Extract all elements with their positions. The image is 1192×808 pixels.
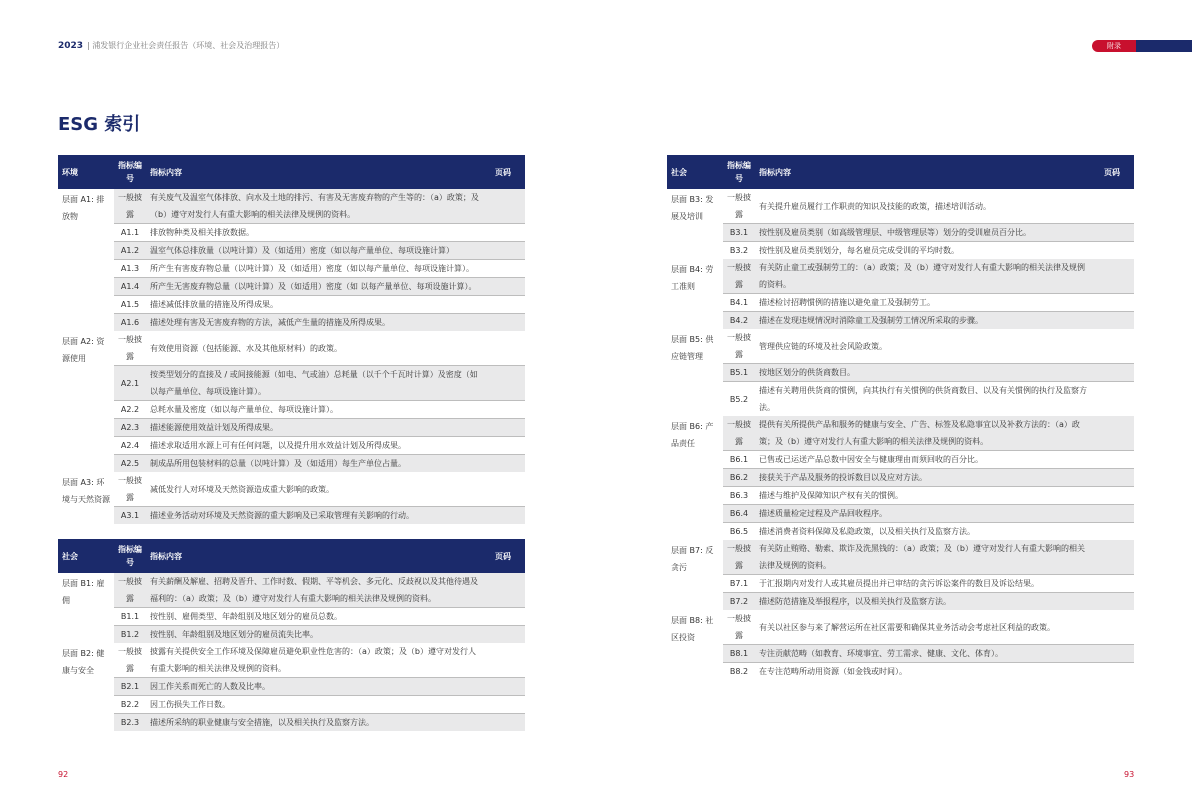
indicator-code: B4.2 xyxy=(723,312,755,330)
indicator-content: 已售或已运送产品总数中因安全与健康理由而须回收的百分比。 xyxy=(755,451,1092,469)
column-header-code: 指标编号 xyxy=(723,155,755,189)
column-header-area: 环境 xyxy=(58,155,114,189)
aspect-label: 层面 B4: 劳工准则 xyxy=(671,265,714,291)
page-title: ESG 索引 xyxy=(58,114,141,135)
indicator-code: A1.4 xyxy=(114,278,146,296)
page-ref xyxy=(483,401,525,419)
page-ref xyxy=(1092,469,1134,487)
table-row xyxy=(58,189,525,224)
page-ref xyxy=(483,472,525,507)
table-row xyxy=(667,593,1134,611)
page-ref xyxy=(1092,382,1134,417)
indicator-content: 在专注范畴所动用资源（如金钱或时间）。 xyxy=(755,663,1092,681)
indicator-code: A1.2 xyxy=(114,242,146,260)
page-ref xyxy=(483,314,525,332)
indicator-code: B3.2 xyxy=(723,242,755,260)
indicator-content: 按性别及雇员类别划分，每名雇员完成受训的平均时数。 xyxy=(755,242,1092,260)
column-header-area: 社会 xyxy=(58,539,114,573)
page-ref xyxy=(1092,189,1134,224)
column-header-page: 页码 xyxy=(483,155,525,189)
page-ref xyxy=(1092,610,1134,645)
indicator-code: A2.2 xyxy=(114,401,146,419)
page-ref xyxy=(483,714,525,732)
page-ref xyxy=(483,260,525,278)
page-ref xyxy=(1092,364,1134,382)
indicator-content: 有效使用资源（包括能源、水及其他原材料）的政策。 xyxy=(150,343,342,353)
indicator-code: B2.3 xyxy=(114,714,146,732)
indicator-code: B4.1 xyxy=(723,294,755,312)
indicator-content: 描述求取适用水源上可有任何问题，以及提升用水效益计划及所得成果。 xyxy=(146,437,483,455)
indicator-content: 于汇报期内对发行人或其雇员提出并已审结的贪污诉讼案件的数目及诉讼结果。 xyxy=(755,575,1092,593)
column-header-content: 指标内容 xyxy=(146,539,483,573)
table-row xyxy=(58,507,525,525)
table-row xyxy=(58,573,525,608)
indicator-code: A2.3 xyxy=(114,419,146,437)
table-row xyxy=(667,575,1134,593)
indicator-code: A1.5 xyxy=(114,296,146,314)
section-tab-bar xyxy=(1136,40,1192,52)
indicator-code: B6.5 xyxy=(723,523,755,541)
table-row xyxy=(667,312,1134,330)
table-body xyxy=(58,189,525,524)
page-ref xyxy=(1092,645,1134,663)
table-row xyxy=(667,523,1134,541)
table-row xyxy=(58,455,525,473)
table-row xyxy=(58,678,525,696)
indicator-code: B6.4 xyxy=(723,505,755,523)
indicator-content: 制成品所用包装材料的总量（以吨计算）及（如适用）每生产单位占量。 xyxy=(146,455,483,473)
aspect-label: 层面 B2: 健康与安全 xyxy=(62,649,105,675)
page-ref xyxy=(483,696,525,714)
indicator-content: 按性别、年龄组别及地区划分的雇员流失比率。 xyxy=(146,626,483,644)
page-ref xyxy=(483,678,525,696)
indicator-code: B5.2 xyxy=(723,382,755,417)
page-ref xyxy=(1092,294,1134,312)
page-ref xyxy=(483,608,525,626)
page-ref xyxy=(483,419,525,437)
table-row xyxy=(58,314,525,332)
aspect-label: 层面 B1: 雇佣 xyxy=(62,579,105,605)
aspect-label: 层面 B7: 反贪污 xyxy=(671,546,714,572)
table-row xyxy=(58,696,525,714)
page-ref xyxy=(483,366,525,401)
indicator-code: 一般披露 xyxy=(727,333,751,359)
indicator-content: 排放物种类及相关排放数据。 xyxy=(146,224,483,242)
indicator-content: 减低发行人对环境及天然资源造成重大影响的政策。 xyxy=(150,484,334,494)
table-row xyxy=(58,437,525,455)
table-row xyxy=(667,189,1134,224)
table-row xyxy=(58,242,525,260)
page-ref xyxy=(1092,224,1134,242)
indicator-content: 描述处理有害及无害废弃物的方法，减低产生量的措施及所得成果。 xyxy=(146,314,483,332)
indicator-content: 按性别及雇员类别（如高级管理层、中级管理层等）划分的受训雇员百分比。 xyxy=(755,224,1092,242)
page-ref xyxy=(483,507,525,525)
table-row xyxy=(667,505,1134,523)
column-header-content: 指标内容 xyxy=(755,155,1092,189)
indicator-content: 所产生无害废弃物总量（以吨计算）及（如适用）密度（如 以每产量单位、每项设施计算）。 xyxy=(146,278,483,296)
indicator-content: 描述质量检定过程及产品回收程序。 xyxy=(755,505,1092,523)
table-row xyxy=(58,643,525,678)
indicator-content: 有关废气及温室气体排放、向水及土地的排污、有害及无害废弃物的产生等的：（a）政策；及（b）遵守对发行人有重大影响的相关法律及规例的资料。 xyxy=(146,189,483,224)
indicator-code: A1.6 xyxy=(114,314,146,332)
header-row xyxy=(667,155,1134,189)
column-header-area: 社会 xyxy=(667,155,723,189)
page-ref xyxy=(1092,416,1134,451)
indicator-content: 描述减低排放量的措施及所得成果。 xyxy=(146,296,483,314)
page-ref xyxy=(483,437,525,455)
indicator-code: A2.4 xyxy=(114,437,146,455)
indicator-content: 描述业务活动对环境及天然资源的重大影响及已采取管理有关影响的行动。 xyxy=(146,507,483,525)
indicator-code: A1.1 xyxy=(114,224,146,242)
page-ref xyxy=(1092,329,1134,364)
page-ref xyxy=(1092,663,1134,681)
indicator-code: B7.2 xyxy=(723,593,755,611)
aspect-label: 层面 B8: 社区投资 xyxy=(671,616,714,642)
aspect-label: 层面 A2: 资源使用 xyxy=(62,337,105,363)
indicator-content: 按类型划分的直接及 / 或间接能源（如电、气或油）总耗量（以千个千瓦时计算）及密度（如以每产量单位、每项设施计算）。 xyxy=(146,366,483,401)
indicator-code: B6.1 xyxy=(723,451,755,469)
table-body xyxy=(667,189,1134,680)
table-row xyxy=(667,294,1134,312)
indicator-content: 描述能源使用效益计划及所得成果。 xyxy=(146,419,483,437)
page-ref xyxy=(1092,312,1134,330)
page-ref xyxy=(1092,575,1134,593)
table-row xyxy=(667,540,1134,575)
aspect-label: 层面 A1: 排放物 xyxy=(62,195,105,221)
indicator-code: 一般披露 xyxy=(727,614,751,640)
column-header-code: 指标编号 xyxy=(114,155,146,189)
page-ref xyxy=(483,242,525,260)
indicator-content: 有关薪酬及解雇、招聘及晋升、工作时数、假期、平等机会、多元化、反歧视以及其他待遇及福利的：（a）政策；及（b）遵守对发行人有重大影响的相关法律及规例的资料。 xyxy=(146,573,483,608)
page-ref xyxy=(1092,242,1134,260)
table-row xyxy=(58,608,525,626)
header-row xyxy=(58,155,525,189)
page-ref xyxy=(483,189,525,224)
esg-index-table-environment xyxy=(58,155,525,524)
indicator-code: B8.2 xyxy=(723,663,755,681)
indicator-code: A1.3 xyxy=(114,260,146,278)
indicator-content: 描述在发现违规情况时消除童工及强制劳工情况所采取的步骤。 xyxy=(755,312,1092,330)
indicator-code: B8.1 xyxy=(723,645,755,663)
page-ref xyxy=(1092,487,1134,505)
table-row xyxy=(667,645,1134,663)
indicator-content: 温室气体总排放量（以吨计算）及（如适用）密度（如以每产量单位、每项设施计算） xyxy=(146,242,483,260)
indicator-code: B6.2 xyxy=(723,469,755,487)
section-tab[interactable]: 附录 xyxy=(1092,40,1136,52)
indicator-code: B3.1 xyxy=(723,224,755,242)
indicator-code: 一般披露 xyxy=(118,647,142,673)
page-ref xyxy=(1092,523,1134,541)
table-row xyxy=(667,451,1134,469)
table-row xyxy=(667,224,1134,242)
column-header-content: 指标内容 xyxy=(146,155,483,189)
table-body xyxy=(58,573,525,731)
table-row xyxy=(667,242,1134,260)
indicator-code: 一般披露 xyxy=(114,573,146,608)
indicator-code: 一般披露 xyxy=(118,335,142,361)
page-ref xyxy=(1092,505,1134,523)
page-ref xyxy=(1092,593,1134,611)
aspect-label: 层面 A3: 环境与天然资源 xyxy=(62,478,110,504)
indicator-content: 因工作关系而死亡的人数及比率。 xyxy=(146,678,483,696)
table-row xyxy=(667,259,1134,294)
indicator-code: B5.1 xyxy=(723,364,755,382)
page-number-right: 93 xyxy=(1124,770,1135,779)
table-row xyxy=(58,366,525,401)
esg-index-table-social-continued xyxy=(667,155,1134,680)
table-row xyxy=(58,472,525,507)
column-header-page: 页码 xyxy=(483,539,525,573)
column-header-code: 指标编号 xyxy=(114,539,146,573)
page-ref xyxy=(1092,540,1134,575)
indicator-content: 按性别、雇佣类型、年龄组别及地区划分的雇员总数。 xyxy=(146,608,483,626)
page-ref xyxy=(483,455,525,473)
indicator-code: A3.1 xyxy=(114,507,146,525)
table-header xyxy=(667,155,1134,189)
report-year: 2023 xyxy=(58,41,84,51)
indicator-content: 按地区划分的供货商数目。 xyxy=(755,364,1092,382)
page-ref xyxy=(1092,259,1134,294)
table-row xyxy=(58,626,525,644)
indicator-code: B2.1 xyxy=(114,678,146,696)
table-row xyxy=(58,296,525,314)
indicator-content: 描述与维护及保障知识产权有关的惯例。 xyxy=(755,487,1092,505)
report-title: 浦发银行企业社会责任报告（环境、社会及治理报告） xyxy=(92,41,285,50)
indicator-content: 管理供应链的环境及社会风险政策。 xyxy=(759,341,887,351)
table-header xyxy=(58,155,525,189)
page-ref xyxy=(483,573,525,608)
indicator-content: 因工伤损失工作日数。 xyxy=(146,696,483,714)
indicator-code: 一般披露 xyxy=(723,416,755,451)
page-number-left: 92 xyxy=(58,770,69,779)
table-row xyxy=(58,224,525,242)
table-row xyxy=(58,401,525,419)
header-row xyxy=(58,539,525,573)
indicator-code: 一般披露 xyxy=(723,259,755,294)
indicator-content: 有关防止童工或强制劳工的：（a）政策；及（b）遵守对发行人有重大影响的相关法律及规例的资料。 xyxy=(755,259,1092,294)
indicator-code: 一般披露 xyxy=(727,193,751,219)
page-ref xyxy=(483,278,525,296)
page-ref xyxy=(483,626,525,644)
indicator-code: A2.5 xyxy=(114,455,146,473)
indicator-content: 披露有关提供安全工作环境及保障雇员避免职业性危害的：（a）政策；及（b）遵守对发行人有重大影响的相关法律及规例的资料。 xyxy=(150,647,476,673)
table-row xyxy=(58,260,525,278)
table-row xyxy=(667,469,1134,487)
indicator-content: 有关防止贿赂、勒索、欺诈及洗黑钱的：（a）政策；及（b）遵守对发行人有重大影响的相关法律及规例的资料。 xyxy=(755,540,1092,575)
indicator-content: 所产生有害废弃物总量（以吨计算）及（如适用）密度（如以每产量单位、每项设施计算）。 xyxy=(146,260,483,278)
table-row xyxy=(58,714,525,732)
indicator-content: 描述检讨招聘惯例的措施以避免童工及强制劳工。 xyxy=(755,294,1092,312)
table-row xyxy=(667,329,1134,364)
table-row xyxy=(667,382,1134,417)
indicator-code: 一般披露 xyxy=(723,540,755,575)
aspect-label: 层面 B6: 产品责任 xyxy=(671,422,714,448)
indicator-content: 总耗水量及密度（如以每产量单位、每项设施计算）。 xyxy=(146,401,483,419)
indicator-content: 描述所采纳的职业健康与安全措施，以及相关执行及监察方法。 xyxy=(146,714,483,732)
indicator-code: B6.3 xyxy=(723,487,755,505)
page-ref xyxy=(483,331,525,366)
table-row xyxy=(58,278,525,296)
column-header-page: 页码 xyxy=(1092,155,1134,189)
indicator-content: 专注贡献范畴（如教育、环境事宜、劳工需求、健康、文化、体育）。 xyxy=(755,645,1092,663)
report-header xyxy=(58,40,284,51)
aspect-label: 层面 B5: 供应链管理 xyxy=(671,335,714,361)
table-row xyxy=(58,331,525,366)
page-ref xyxy=(483,643,525,678)
indicator-code: B1.1 xyxy=(114,608,146,626)
indicator-code: B1.2 xyxy=(114,626,146,644)
page-ref xyxy=(1092,451,1134,469)
indicator-content: 接获关于产品及服务的投诉数目以及应对方法。 xyxy=(755,469,1092,487)
indicator-content: 描述有关聘用供货商的惯例，向其执行有关惯例的供货商数目、以及有关惯例的执行及监察方法。 xyxy=(755,382,1092,417)
indicator-code: A2.1 xyxy=(114,366,146,401)
indicator-code: 一般披露 xyxy=(114,189,146,224)
table-row xyxy=(667,487,1134,505)
indicator-code: B7.1 xyxy=(723,575,755,593)
table-header xyxy=(58,539,525,573)
table-row xyxy=(667,364,1134,382)
table-row xyxy=(667,610,1134,645)
indicator-content: 有关以社区参与来了解营运所在社区需要和确保其业务活动会考虑社区利益的政策。 xyxy=(759,622,1055,632)
esg-index-table-social xyxy=(58,539,525,731)
indicator-content: 提供有关所提供产品和服务的健康与安全、广告、标签及私隐事宜以及补救方法的：（a）政策；及（b）遵守对发行人有重大影响的相关法律及规例的资料。 xyxy=(755,416,1092,451)
indicator-content: 有关提升雇员履行工作职责的知识及技能的政策，描述培训活动。 xyxy=(759,201,991,211)
indicator-code: 一般披露 xyxy=(118,476,142,502)
page-ref xyxy=(483,224,525,242)
indicator-code: B2.2 xyxy=(114,696,146,714)
indicator-content: 描述防范措施及举报程序，以及相关执行及监察方法。 xyxy=(755,593,1092,611)
page-ref xyxy=(483,296,525,314)
table-row xyxy=(667,663,1134,681)
aspect-label: 层面 B3: 发展及培训 xyxy=(671,195,714,221)
table-row xyxy=(58,419,525,437)
table-row xyxy=(667,416,1134,451)
header-divider: | xyxy=(87,41,93,50)
indicator-content: 描述消费者资料保障及私隐政策，以及相关执行及监察方法。 xyxy=(755,523,1092,541)
